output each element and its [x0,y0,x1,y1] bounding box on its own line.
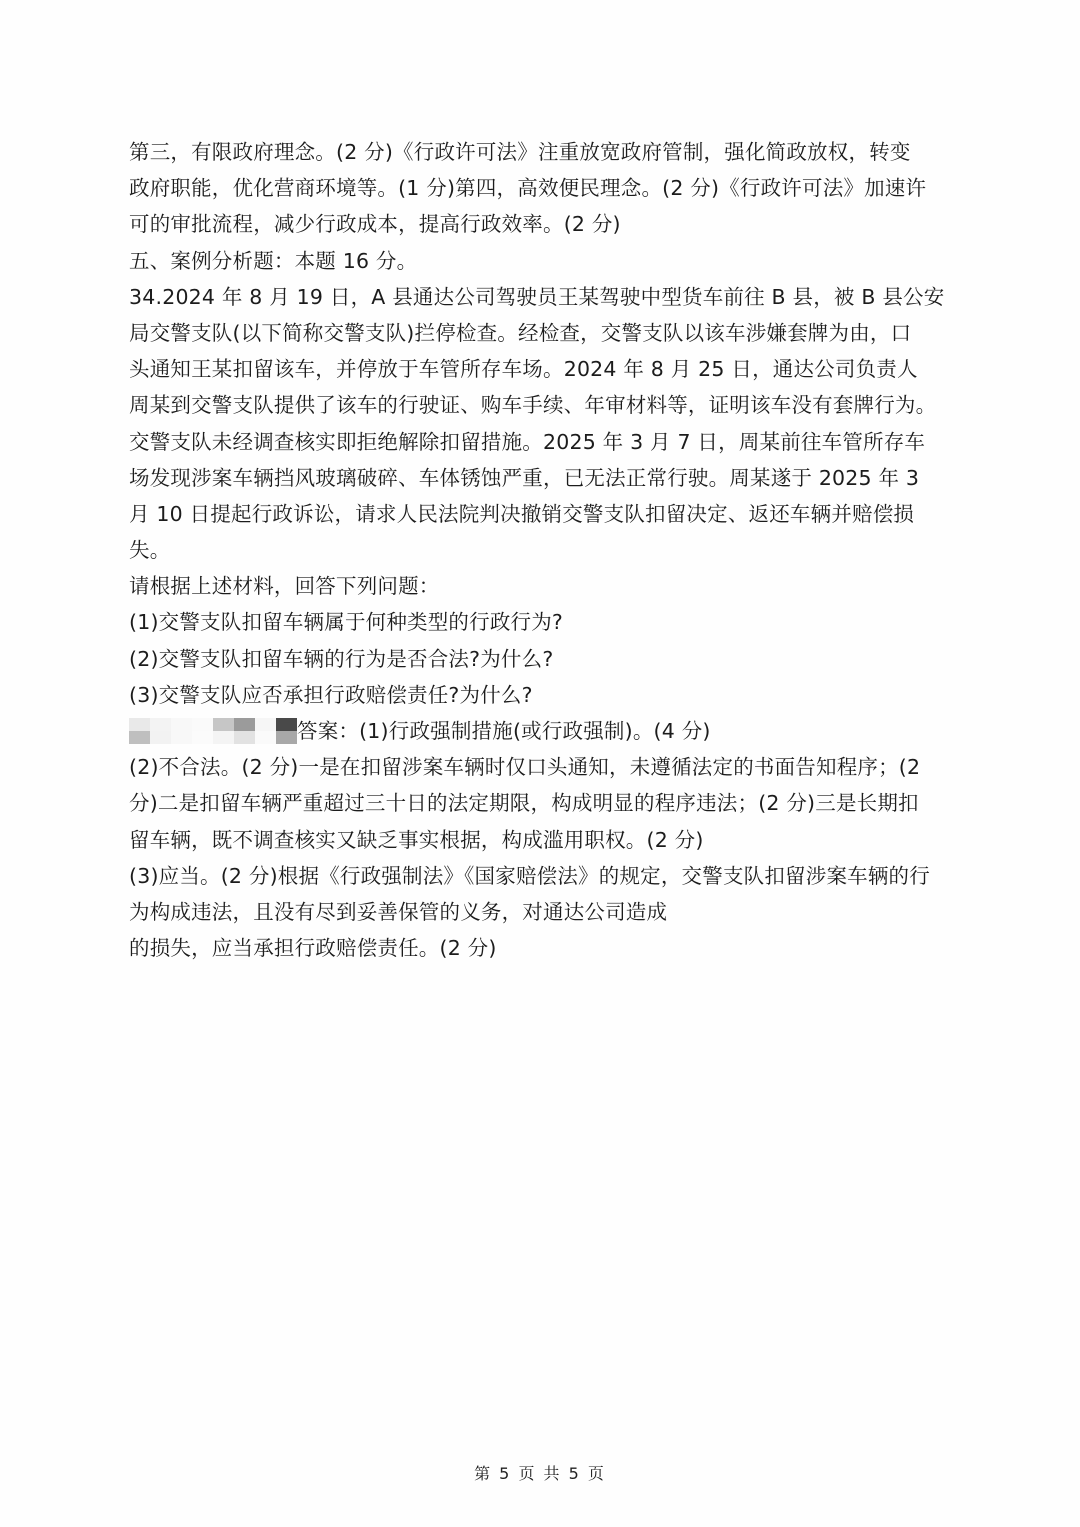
case-text-line: 34.2024 年 8 月 19 日，A 县通达公司驾驶员王某驾驶中型货车前往 B 县，被 B 县公安 [129,284,945,309]
question-prompt: 请根据上述材料，回答下列问题： [129,574,440,599]
answer-text-line: (2)不合法。(2 分)一是在扣留涉案车辆时仅口头通知，未遵循法定的书面告知程序；(2 [129,755,921,780]
answer-text-line: 分)二是扣留车辆严重超过三十日的法定期限，构成明显的程序违法；(2 分)三是长期扣 [129,791,919,816]
case-text-line: 失。 [129,538,171,563]
text-line: 可的审批流程，减少行政成本，提高行政效率。(2 分) [129,212,621,237]
answer-text-line: (3)应当。(2 分)根据《行政强制法》《国家赔偿法》的规定，交警支队扣留涉案车辆的行 [129,863,930,888]
mosaic-cell [129,718,150,731]
mosaic-cell [150,718,171,731]
question-2: (2)交警支队扣留车辆的行为是否合法?为什么? [129,646,554,671]
mosaic-cell [276,718,297,731]
case-text-line: 周某到交警支队提供了该车的行驶证、购车手续、年审材料等，证明该车没有套牌行为。 [129,393,937,418]
answer-text: 答案：(1)行政强制措施(或行政强制)。(4 分) [297,719,711,743]
redacted-mosaic [129,718,297,744]
mosaic-cell [192,731,213,744]
case-text-line: 交警支队未经调查核实即拒绝解除扣留措施。2025 年 3 月 7 日，周某前往车管所存车 [129,429,926,454]
page-number: 第 5 页 共 5 页 [474,1464,606,1483]
mosaic-cell [234,718,255,731]
case-text-line: 头通知王某扣留该车，并停放于车管所存车场。2024 年 8 月 25 日，通达公司负责人 [129,357,918,382]
mosaic-cell [255,731,276,744]
mosaic-cell [129,731,150,744]
question-3: (3)交警支队应否承担行政赔偿责任?为什么? [129,682,533,707]
mosaic-cell [192,718,213,731]
case-text-line: 场发现涉案车辆挡风玻璃破碎、车体锈蚀严重，已无法正常行驶。周某遂于 2025 年 3 [129,465,920,490]
case-text-line: 月 10 日提起行政诉讼，请求人民法院判决撤销交警支队扣留决定、返还车辆并赔偿损 [129,501,915,526]
answer-text-line: 留车辆，既不调查核实又缺乏事实根据，构成滥用职权。(2 分) [129,827,704,852]
section-heading: 五、案例分析题：本题 16 分。 [129,248,418,273]
mosaic-cell [171,718,192,731]
mosaic-cell [150,731,171,744]
document-body [129,134,953,966]
mosaic-cell [213,731,234,744]
mosaic-cell [171,731,192,744]
mosaic-cell [234,731,255,744]
answer-text-line: 为构成违法，且没有尽到妥善保管的义务，对通达公司造成 [129,899,668,924]
mosaic-cell [255,718,276,731]
answer-line-1 [129,713,953,749]
text-line: 政府职能，优化营商环境等。(1 分)第四，高效便民理念。(2 分)《行政许可法》加速许 [129,176,927,201]
text-line: 第三，有限政府理念。(2 分)《行政许可法》注重放宽政府管制，强化简政放权，转变 [129,140,911,164]
mosaic-cell [213,718,234,731]
question-1: (1)交警支队扣留车辆属于何种类型的行政行为? [129,610,564,635]
mosaic-cell [276,731,297,744]
case-text-line: 局交警支队(以下简称交警支队)拦停检查。经检查，交警支队以该车涉嫌套牌为由，口 [129,320,912,345]
answer-text-line: 的损失，应当承担行政赔偿责任。(2 分) [129,936,497,961]
